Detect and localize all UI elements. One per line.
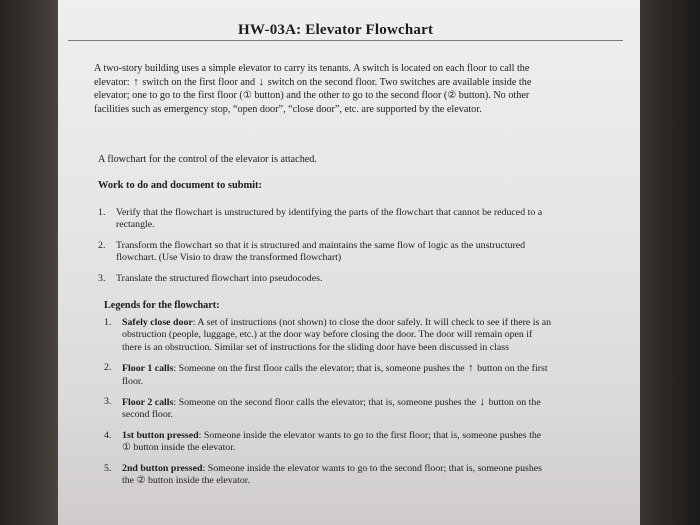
- list-text: Verify that the flowchart is unstructured by identifying the parts of the flowchart that cannot be reduced to a rectangle.: [116, 207, 543, 231]
- legend-text: : A set of instructions (not shown) to close the door safely. It will check to see if there is an obstruction (people, luggage, etc.) at the door way before closing the door. The door will remain open if there is an obstruction. Similar set of instructions for the sliding door have been discussed in class: [122, 317, 552, 353]
- document-title: HW-03A: Elevator Flowchart: [238, 22, 434, 38]
- intro-text: button) and the other to go to the second floor (: [254, 90, 448, 102]
- legend-text: button on the first floor.: [122, 363, 548, 387]
- list-item: [98, 240, 548, 265]
- list-item: [104, 317, 552, 354]
- legend-text: button inside the elevator.: [147, 475, 251, 487]
- up-arrow-icon: ↑: [133, 75, 139, 88]
- list-number: 2.: [98, 239, 106, 251]
- legend-term: Floor 2 calls: [122, 397, 174, 409]
- intro-text: button). No other facilities such as emergency stop, “open door”, “close door”, etc. are supported by the elevator.: [94, 90, 530, 115]
- list-number: 4.: [104, 429, 112, 441]
- legend-text: : Someone inside the elevator wants to go to the first floor; that is, someone pushes the: [198, 429, 542, 441]
- button-two-icon: ②: [136, 475, 146, 487]
- attached-note: A flowchart for the control of the elevator is attached.: [98, 154, 317, 165]
- list-text: Transform the flowchart so that it is structured and maintains the same flow of logic as the unstructured flowchart. (Use Visio to draw the transformed flowchart): [116, 239, 526, 264]
- list-item: [104, 362, 552, 388]
- legend-text: button inside the elevator.: [133, 442, 236, 454]
- list-item: [104, 463, 552, 488]
- list-number: 1.: [98, 207, 106, 218]
- button-one-icon: ①: [122, 442, 131, 454]
- legend-text: button on the second floor.: [122, 397, 541, 421]
- down-arrow-icon: ↓: [479, 396, 486, 409]
- button-one-icon: ①: [242, 90, 252, 102]
- legend-term: Floor 1 calls: [122, 363, 174, 375]
- list-item: [98, 273, 548, 285]
- document-page: [58, 0, 640, 525]
- legend-term: Safely close door: [122, 317, 193, 328]
- list-item: [104, 396, 552, 422]
- legend-term: 1st button pressed: [122, 429, 199, 441]
- intro-text: switch on the second floor. Two switches are available inside the elevator; one to go to the first floor (: [94, 76, 532, 102]
- title-divider: [68, 40, 623, 41]
- up-arrow-icon: ↑: [468, 362, 474, 375]
- legends-heading: Legends for the flowchart:: [104, 300, 220, 311]
- legend-term: 2nd button pressed: [122, 462, 203, 474]
- legend-text: : Someone on the second floor calls the elevator; that is, someone pushes the: [173, 397, 477, 409]
- list-item: [98, 207, 548, 232]
- monitor-right-bezel: [640, 0, 700, 525]
- legend-text: : Someone on the first floor calls the elevator; that is, someone pushes the: [173, 363, 465, 375]
- list-item: [104, 430, 552, 455]
- intro-text: switch on the first floor and: [142, 76, 256, 88]
- list-number: 3.: [98, 272, 106, 284]
- work-list: [98, 207, 548, 293]
- button-two-icon: ②: [447, 90, 457, 102]
- work-heading: Work to do and document to submit:: [98, 180, 262, 191]
- list-number: 2.: [104, 362, 112, 374]
- down-arrow-icon: ↓: [258, 75, 265, 88]
- list-number: 5.: [104, 462, 112, 474]
- legend-text: : Someone inside the elevator wants to go to the second floor; that is, someone pushes the: [122, 462, 543, 487]
- list-number: 1.: [104, 317, 112, 328]
- legend-list: [104, 317, 552, 495]
- intro-paragraph: [94, 62, 556, 116]
- list-number: 3.: [104, 396, 112, 408]
- monitor-left-bezel: [0, 0, 58, 525]
- intro-text: A two-story building uses a simple elevator to carry its tenants. A switch is located on each floor to call the elevator:: [94, 63, 530, 88]
- list-text: Translate the structured flowchart into pseudocodes.: [116, 272, 323, 284]
